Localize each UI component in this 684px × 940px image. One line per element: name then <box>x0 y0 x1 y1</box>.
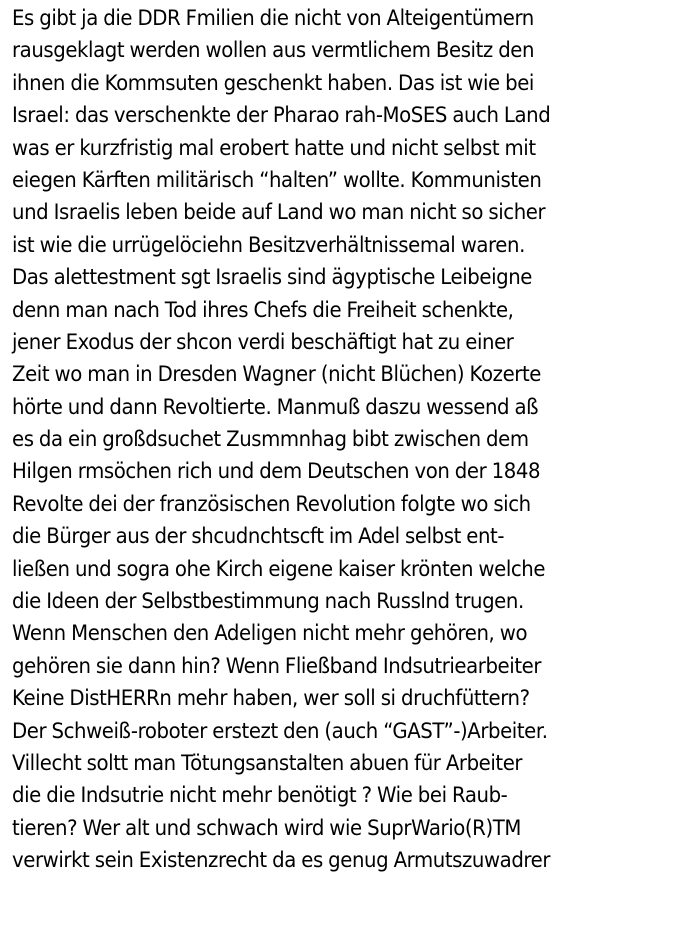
text-line: Es gibt ja die DDR Fmilien die nicht von Alteigentümern <box>12 5 534 30</box>
text-line: Der Schweiß-roboter erstezt den (auch “GAST”-)Arbeiter. <box>12 717 548 743</box>
text-line: gehören sie dann hin? Wenn Fließband Indsutriearbeiter <box>12 652 542 678</box>
text-line: ist wie die urrügelöciehn Besitzverhältnissemal waren. <box>12 231 525 257</box>
text-line: ließen und sogra ohe Kirch eigene kaiser krönten welche <box>12 555 546 581</box>
text-line: Villecht soltt man Tötungsanstalten abuen für Arbeiter <box>12 749 523 775</box>
text-line: die Ideen der Selbstbestimmung nach Russlnd trugen. <box>12 588 524 614</box>
text-line: verwirkt sein Existenzrecht da es genug Armutszuwadrer <box>12 847 551 873</box>
text-line: denn man nach Tod ihres Chefs die Freiheit schenkte, <box>12 296 514 322</box>
text-line: eiegen Kärften militärisch “halten” wollte. Kommunisten <box>12 166 542 192</box>
text-line: die die Indsutrie nicht mehr benötigt ? Wie bei Raub- <box>12 782 508 808</box>
text-line: Hilgen rmsöchen rich und dem Deutschen von der 1848 <box>12 458 541 484</box>
text-line: Israel: das verschenkte der Pharao rah-MoSES auch Land <box>12 102 551 128</box>
text-line: jener Exodus der shcon verdi beschäftigt hat zu einer <box>12 328 514 354</box>
text-line: Keine DistHERRn mehr haben, wer soll si druchfüttern? <box>12 685 530 711</box>
text-line: Zeit wo man in Dresden Wagner (nicht Blüchen) Kozerte <box>12 361 541 387</box>
text-line: Revolte dei der französischen Revolution folgte wo sich <box>12 490 531 516</box>
text-line: Wenn Menschen den Adeligen nicht mehr gehören, wo <box>12 620 528 646</box>
text-line: ihnen die Kommsuten geschenkt haben. Das ist wie bei <box>12 69 534 95</box>
text-line: was er kurzfristig mal erobert hatte und nicht selbst mit <box>12 134 536 160</box>
text-line: rausgeklagt werden wollen aus vermtlichem Besitz den <box>12 37 535 63</box>
body-text <box>12 2 682 877</box>
text-line: und Israelis leben beide auf Land wo man nicht so sicher <box>12 199 546 225</box>
text-line: Das alettestment sgt Israelis sind ägyptische Leibeigne <box>12 264 533 290</box>
text-line: tieren? Wer alt und schwach wird wie SuprWario(R)TM <box>12 814 521 840</box>
text-line: es da ein großdsuchet Zusmmnhag bibt zwischen dem <box>12 426 529 452</box>
text-line: die Bürger aus der shcudnchtscft im Adel selbst ent- <box>12 523 505 549</box>
text-line: hörte und dann Revoltierte. Manmuß daszu wessend aß <box>12 393 539 419</box>
